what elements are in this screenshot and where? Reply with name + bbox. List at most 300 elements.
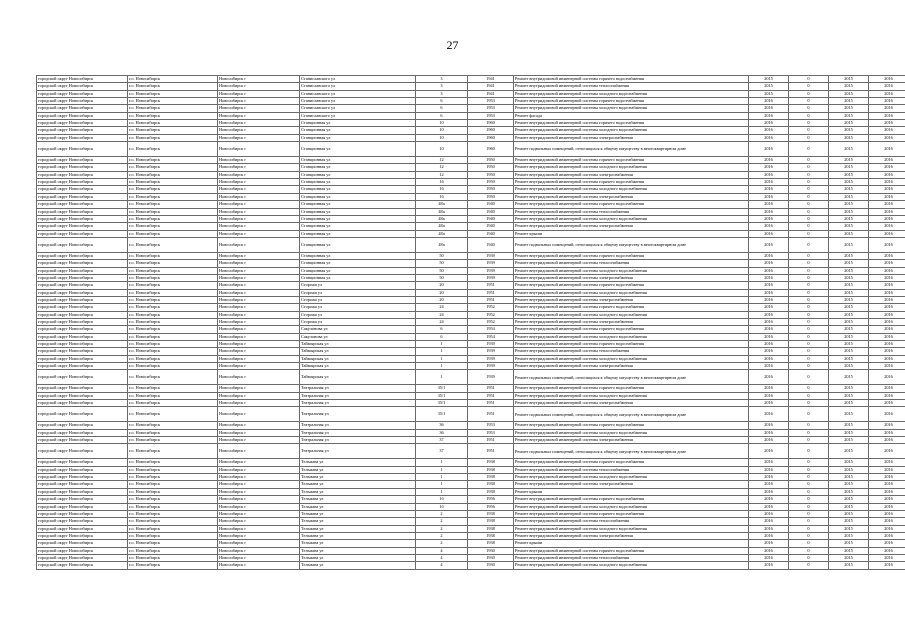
table-cell: 0 — [789, 407, 829, 422]
table-row — [37, 83, 905, 90]
table-cell: Новосибирск г — [218, 157, 300, 164]
table-cell: г.о. Новосибирск — [128, 311, 218, 318]
table-cell: 2016 — [749, 333, 789, 340]
table-cell: 20 — [416, 282, 468, 289]
table-cell: 0 — [789, 488, 829, 495]
table-row — [37, 488, 905, 495]
table-cell: 2016 — [869, 355, 905, 362]
table-cell: 2016 — [869, 333, 905, 340]
table-row — [37, 400, 905, 407]
table-cell: 2015 — [829, 407, 869, 422]
table-cell: 1960 — [468, 127, 514, 134]
table-cell: 2016 — [749, 208, 789, 215]
table-cell: 2015 — [829, 252, 869, 259]
table-cell: 1939 — [468, 348, 514, 355]
table-cell: Ремонт внутридомовой инженерной системы холодного водоснабжения — [514, 90, 749, 97]
table-cell: Ремонт внутридомовой инженерной системы горячего водоснабжения — [514, 385, 749, 392]
table-cell: г.о. Новосибирск — [128, 289, 218, 296]
table-cell: Станционная ул — [300, 260, 416, 267]
table-cell: Ремонт внутридомовой инженерной системы горячего водоснабжения — [514, 120, 749, 127]
table-cell: г.о. Новосибирск — [128, 112, 218, 119]
table-cell: 2016 — [869, 385, 905, 392]
table-cell: г.о. Новосибирск — [128, 488, 218, 495]
table-cell: 48а — [416, 215, 468, 222]
table-cell: 1940 — [468, 201, 514, 208]
table-cell: 1951 — [468, 437, 514, 444]
table-cell: 0 — [789, 237, 829, 252]
table-cell: Ремонт внутридомовой инженерной системы горячего водоснабжения — [514, 496, 749, 503]
table-cell: Ремонт внутридомовой инженерной системы электроснабжения — [514, 532, 749, 539]
table-row — [37, 547, 905, 554]
table-cell: Ремонт внутридомовой инженерной системы горячего водоснабжения — [514, 98, 749, 105]
table-cell: городской округ Новосибирск — [37, 510, 128, 517]
table-cell: Новосибирск г — [218, 488, 300, 495]
table-cell: Новосибирск г — [218, 326, 300, 333]
table-cell: 2015 — [829, 437, 869, 444]
table-cell: 2015 — [829, 355, 869, 362]
table-cell: 2016 — [869, 311, 905, 318]
table-cell: г.о. Новосибирск — [128, 348, 218, 355]
table-cell: г.о. Новосибирск — [128, 385, 218, 392]
table-cell: 3 — [416, 83, 468, 90]
table-cell: 2016 — [869, 341, 905, 348]
table-cell: 1952 — [468, 311, 514, 318]
table-cell: 2016 — [749, 496, 789, 503]
table-cell: Новосибирск г — [218, 179, 300, 186]
table-cell: 2016 — [749, 503, 789, 510]
table-cell: Ремонт внутридомовой инженерной системы горячего водоснабжения — [514, 326, 749, 333]
table-row — [37, 341, 905, 348]
table-row — [37, 392, 905, 399]
table-cell: 1 — [416, 459, 468, 466]
table-cell: 2016 — [869, 164, 905, 171]
table-cell: 35/1 — [416, 400, 468, 407]
table-cell: городской округ Новосибирск — [37, 193, 128, 200]
table-row — [37, 304, 905, 311]
table-cell: 1951 — [468, 289, 514, 296]
table-cell: Ремонт внутридомовой инженерной системы холодного водоснабжения — [514, 562, 749, 569]
table-cell: 2015 — [829, 400, 869, 407]
table-row — [37, 370, 905, 385]
table-cell: Ремонт внутридомовой инженерной системы теплоснабжения — [514, 260, 749, 267]
table-cell: 0 — [789, 289, 829, 296]
table-cell: Новосибирск г — [218, 540, 300, 547]
table-cell: 2015 — [829, 193, 869, 200]
table-cell: 2016 — [749, 518, 789, 525]
table-cell: 1 — [416, 488, 468, 495]
table-cell: Новосибирск г — [218, 252, 300, 259]
table-cell: 2016 — [749, 385, 789, 392]
table-cell: Ремонт внутридомовой инженерной системы холодного водоснабжения — [514, 474, 749, 481]
table-cell: 0 — [789, 179, 829, 186]
table-cell: Ремонт подвальных помещений, относящихся к общему имуществу в многоквартирном доме — [514, 237, 749, 252]
table-cell: Новосибирск г — [218, 260, 300, 267]
table-cell: Новосибирск г — [218, 348, 300, 355]
table-cell: 2016 — [749, 98, 789, 105]
table-cell: 6 — [416, 333, 468, 340]
table-cell: 1939 — [468, 370, 514, 385]
table-cell: городской округ Новосибирск — [37, 201, 128, 208]
table-cell: 2016 — [749, 437, 789, 444]
table-cell: 12 — [416, 157, 468, 164]
table-cell: городской округ Новосибирск — [37, 554, 128, 561]
table-cell: 2015 — [829, 466, 869, 473]
table-cell: 2015 — [829, 562, 869, 569]
table-row — [37, 105, 905, 112]
table-cell: г.о. Новосибирск — [128, 407, 218, 422]
table-cell: 2016 — [869, 532, 905, 539]
table-cell: Станционная ул — [300, 142, 416, 157]
table-cell: городской округ Новосибирск — [37, 274, 128, 281]
table-cell: 0 — [789, 392, 829, 399]
table-cell: Новосибирск г — [218, 496, 300, 503]
table-cell: 2016 — [749, 341, 789, 348]
table-cell: городской округ Новосибирск — [37, 341, 128, 348]
table-cell: 50 — [416, 260, 468, 267]
table-cell: городской округ Новосибирск — [37, 215, 128, 222]
table-cell: 2015 — [829, 267, 869, 274]
table-cell: 0 — [789, 230, 829, 237]
table-cell: Новосибирск г — [218, 562, 300, 569]
table-cell: 2 — [416, 540, 468, 547]
table-cell: 1941 — [468, 90, 514, 97]
table-cell: Станционная ул — [300, 274, 416, 281]
table-cell: городской округ Новосибирск — [37, 112, 128, 119]
table-cell: г.о. Новосибирск — [128, 466, 218, 473]
table-cell: Ремонт внутридомовой инженерной системы теплоснабжения — [514, 554, 749, 561]
table-cell: 35/1 — [416, 407, 468, 422]
table-cell: 2016 — [869, 407, 905, 422]
table-cell: городской округ Новосибирск — [37, 422, 128, 429]
table-cell: 2015 — [829, 422, 869, 429]
table-cell: Новосибирск г — [218, 289, 300, 296]
table-cell: Новосибирск г — [218, 105, 300, 112]
table-cell: Ремонт подвальных помещений, относящихся к общему имуществу в многоквартирном доме — [514, 142, 749, 157]
table-cell: 2015 — [829, 260, 869, 267]
table-row — [37, 518, 905, 525]
table-cell: Новосибирск г — [218, 296, 300, 303]
table-cell: 2015 — [829, 90, 869, 97]
table-cell: Ремонт внутридомовой инженерной системы холодного водоснабжения — [514, 267, 749, 274]
table-cell: 2016 — [869, 98, 905, 105]
table-cell: городской округ Новосибирск — [37, 296, 128, 303]
table-cell: 2016 — [869, 76, 905, 83]
table-cell: городской округ Новосибирск — [37, 385, 128, 392]
table-cell: 50 — [416, 267, 468, 274]
table-cell: городской округ Новосибирск — [37, 127, 128, 134]
table-cell: 2016 — [869, 562, 905, 569]
table-cell: 12 — [416, 171, 468, 178]
table-cell: 1940 — [468, 230, 514, 237]
table-cell: Тельмана ул — [300, 525, 416, 532]
table-cell: Тельмана ул — [300, 488, 416, 495]
table-cell: 0 — [789, 304, 829, 311]
table-row — [37, 134, 905, 141]
table-cell: Станиславского ул — [300, 105, 416, 112]
table-cell: 2015 — [829, 142, 869, 157]
table-row — [37, 179, 905, 186]
table-cell: Новосибирск г — [218, 230, 300, 237]
table-cell: Новосибирск г — [218, 474, 300, 481]
table-cell: 2016 — [869, 326, 905, 333]
table-row — [37, 112, 905, 119]
table-cell: 0 — [789, 215, 829, 222]
table-cell: городской округ Новосибирск — [37, 459, 128, 466]
table-row — [37, 554, 905, 561]
table-row — [37, 157, 905, 164]
table-cell: 6 — [416, 105, 468, 112]
table-cell: 1938 — [468, 510, 514, 517]
table-cell: г.о. Новосибирск — [128, 481, 218, 488]
table-cell: городской округ Новосибирск — [37, 90, 128, 97]
table-cell: 0 — [789, 348, 829, 355]
table-cell: 0 — [789, 518, 829, 525]
table-cell: 1939 — [468, 274, 514, 281]
table-cell: г.о. Новосибирск — [128, 496, 218, 503]
table-cell: городской округ Новосибирск — [37, 157, 128, 164]
table-cell: 1938 — [468, 525, 514, 532]
table-cell: Ремонт внутридомовой инженерной системы холодного водоснабжения — [514, 503, 749, 510]
table-cell: 2016 — [869, 547, 905, 554]
table-cell: Театральная ул — [300, 392, 416, 399]
table-cell: г.о. Новосибирск — [128, 370, 218, 385]
table-cell: 2016 — [749, 363, 789, 370]
table-cell: 48а — [416, 208, 468, 215]
table-cell: 2016 — [749, 562, 789, 569]
table-cell: г.о. Новосибирск — [128, 562, 218, 569]
table-cell: г.о. Новосибирск — [128, 223, 218, 230]
table-cell: Новосибирск г — [218, 134, 300, 141]
table-row — [37, 274, 905, 281]
table-cell: 35/1 — [416, 392, 468, 399]
table-cell: Новосибирск г — [218, 304, 300, 311]
table-cell: 2016 — [749, 547, 789, 554]
table-cell: Новосибирск г — [218, 407, 300, 422]
table-cell: Станционная ул — [300, 267, 416, 274]
table-cell: 2016 — [749, 532, 789, 539]
table-cell: 2016 — [749, 282, 789, 289]
table-cell: Ремонт внутридомовой инженерной системы холодного водоснабжения — [514, 105, 749, 112]
table-cell: 0 — [789, 90, 829, 97]
table-cell: Театральная ул — [300, 437, 416, 444]
table-cell: 2016 — [869, 554, 905, 561]
table-cell: 2016 — [869, 230, 905, 237]
table-cell: Новосибирск г — [218, 532, 300, 539]
table-cell: г.о. Новосибирск — [128, 83, 218, 90]
table-cell: Тельмана ул — [300, 459, 416, 466]
table-cell: 1938 — [468, 466, 514, 473]
table-row — [37, 355, 905, 362]
table-cell: городской округ Новосибирск — [37, 134, 128, 141]
table-cell: 2016 — [749, 164, 789, 171]
table-cell: Новосибирск г — [218, 90, 300, 97]
table-cell: 2015 — [829, 348, 869, 355]
table-cell: 2016 — [869, 437, 905, 444]
table-row — [37, 223, 905, 230]
table-cell: 2015 — [829, 179, 869, 186]
table-cell: 0 — [789, 98, 829, 105]
table-row — [37, 76, 905, 83]
table-cell: 2016 — [869, 429, 905, 436]
table-cell: 1951 — [468, 400, 514, 407]
table-cell: городской округ Новосибирск — [37, 547, 128, 554]
table-cell: 48а — [416, 237, 468, 252]
table-cell: г.о. Новосибирск — [128, 171, 218, 178]
table-cell: Ремонт внутридомовой инженерной системы холодного водоснабжения — [514, 392, 749, 399]
table-cell: 2015 — [829, 503, 869, 510]
table-cell: 2016 — [869, 503, 905, 510]
table-cell: 1956 — [468, 503, 514, 510]
table-cell: Новосибирск г — [218, 370, 300, 385]
table-cell: 0 — [789, 341, 829, 348]
table-cell: 1953 — [468, 422, 514, 429]
table-cell: 1950 — [468, 179, 514, 186]
table-cell: г.о. Новосибирск — [128, 392, 218, 399]
table-cell: 1953 — [468, 105, 514, 112]
table-cell: Ремонт внутридомовой инженерной системы электроснабжения — [514, 363, 749, 370]
table-cell: 0 — [789, 134, 829, 141]
table-cell: 2015 — [749, 83, 789, 90]
table-cell: 2016 — [749, 554, 789, 561]
table-cell: Новосибирск г — [218, 171, 300, 178]
table-cell: городской округ Новосибирск — [37, 540, 128, 547]
table-cell: 2016 — [869, 142, 905, 157]
table-cell: 2016 — [869, 496, 905, 503]
table-cell: городской округ Новосибирск — [37, 481, 128, 488]
table-cell: 1939 — [468, 260, 514, 267]
table-cell: Ремонт внутридомовой инженерной системы электроснабжения — [514, 274, 749, 281]
table-cell: Новосибирск г — [218, 444, 300, 459]
table-cell: 2015 — [829, 215, 869, 222]
table-row — [37, 215, 905, 222]
table-cell: 2015 — [829, 311, 869, 318]
table-cell: 2015 — [829, 274, 869, 281]
table-cell: 2016 — [749, 171, 789, 178]
table-cell: 2016 — [749, 230, 789, 237]
table-cell: Сторожа ул — [300, 296, 416, 303]
table-cell: 0 — [789, 193, 829, 200]
table-cell: 1954 — [468, 333, 514, 340]
table-cell: Новосибирск г — [218, 76, 300, 83]
table-cell: городской округ Новосибирск — [37, 267, 128, 274]
table-cell: 1956 — [468, 496, 514, 503]
table-cell: Станиславского ул — [300, 90, 416, 97]
table-cell: Новосибирск г — [218, 274, 300, 281]
table-cell: Ремонт крыши — [514, 230, 749, 237]
table-cell: 2016 — [869, 370, 905, 385]
table-cell: Сторожа ул — [300, 289, 416, 296]
table-cell: 2015 — [829, 496, 869, 503]
table-cell: 2015 — [829, 429, 869, 436]
table-cell: 0 — [789, 554, 829, 561]
table-cell: 1938 — [468, 481, 514, 488]
table-cell: г.о. Новосибирск — [128, 230, 218, 237]
table-cell: г.о. Новосибирск — [128, 282, 218, 289]
table-row — [37, 474, 905, 481]
table-cell: Новосибирск г — [218, 98, 300, 105]
table-cell: 2016 — [749, 348, 789, 355]
table-row — [37, 90, 905, 97]
table-cell: 2016 — [869, 289, 905, 296]
table-cell: 0 — [789, 208, 829, 215]
table-cell: 6 — [416, 326, 468, 333]
table-cell: 36 — [416, 422, 468, 429]
table-cell: Ремонт внутридомовой инженерной системы теплоснабжения — [514, 518, 749, 525]
table-cell: Ремонт внутридомовой инженерной системы электроснабжения — [514, 296, 749, 303]
table-cell: Таймырская ул — [300, 348, 416, 355]
table-cell: 2015 — [829, 385, 869, 392]
table-cell: Ремонт внутридомовой инженерной системы холодного водоснабжения — [514, 289, 749, 296]
table-row — [37, 193, 905, 200]
table-cell: 48а — [416, 230, 468, 237]
table-cell: г.о. Новосибирск — [128, 252, 218, 259]
table-cell: г.о. Новосибирск — [128, 237, 218, 252]
table-cell: 2015 — [829, 76, 869, 83]
table-row — [37, 142, 905, 157]
table-cell: г.о. Новосибирск — [128, 333, 218, 340]
table-cell: 2016 — [749, 186, 789, 193]
table-cell: 10 — [416, 142, 468, 157]
table-cell: 1939 — [468, 363, 514, 370]
table-cell: Новосибирск г — [218, 355, 300, 362]
table-cell: 1 — [416, 466, 468, 473]
table-cell: 2015 — [749, 90, 789, 97]
table-cell: Ремонт внутридомовой инженерной системы электроснабжения — [514, 481, 749, 488]
table-cell: городской округ Новосибирск — [37, 518, 128, 525]
table-row — [37, 282, 905, 289]
table-cell: г.о. Новосибирск — [128, 215, 218, 222]
table-cell: 48а — [416, 201, 468, 208]
table-cell: 2016 — [869, 525, 905, 532]
table-cell: 2016 — [749, 304, 789, 311]
table-cell: 0 — [789, 459, 829, 466]
table-cell: Станционная ул — [300, 201, 416, 208]
table-cell: 2016 — [749, 134, 789, 141]
table-cell: 0 — [789, 112, 829, 119]
table-cell: 0 — [789, 186, 829, 193]
table-cell: 0 — [789, 223, 829, 230]
table-cell: Новосибирск г — [218, 142, 300, 157]
table-cell: 2015 — [829, 112, 869, 119]
table-cell: 0 — [789, 444, 829, 459]
table-cell: 2015 — [829, 540, 869, 547]
table-cell: 2016 — [869, 157, 905, 164]
table-cell: Новосибирск г — [218, 554, 300, 561]
table-cell: 2016 — [749, 422, 789, 429]
table-cell: 37 — [416, 444, 468, 459]
table-cell: Ремонт внутридомовой инженерной системы холодного водоснабжения — [514, 333, 749, 340]
table-cell: 2015 — [829, 296, 869, 303]
table-cell: городской округ Новосибирск — [37, 223, 128, 230]
table-cell: 24 — [416, 304, 468, 311]
table-cell: 2015 — [829, 488, 869, 495]
table-cell: Станционная ул — [300, 134, 416, 141]
table-cell: г.о. Новосибирск — [128, 179, 218, 186]
table-cell: 2016 — [749, 252, 789, 259]
table-cell: 1940 — [468, 208, 514, 215]
table-cell: Ремонт внутридомовой инженерной системы горячего водоснабжения — [514, 341, 749, 348]
table-cell: г.о. Новосибирск — [128, 532, 218, 539]
table-cell: 0 — [789, 76, 829, 83]
table-cell: 0 — [789, 547, 829, 554]
table-cell: Тельмана ул — [300, 562, 416, 569]
table-cell: Станционная ул — [300, 252, 416, 259]
table-cell: 2016 — [749, 311, 789, 318]
table-cell: 36 — [416, 429, 468, 436]
table-cell: 0 — [789, 355, 829, 362]
table-row — [37, 562, 905, 569]
table-cell: 2015 — [829, 518, 869, 525]
